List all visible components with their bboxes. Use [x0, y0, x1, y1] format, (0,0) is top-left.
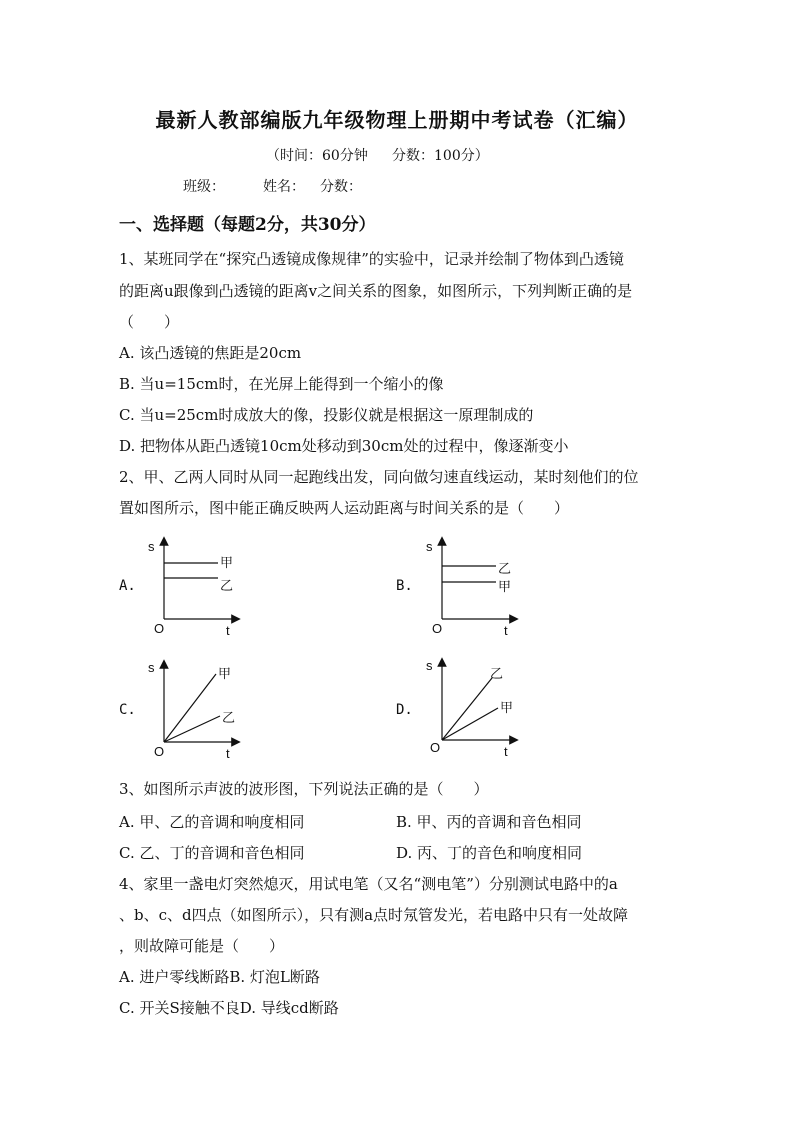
- exam-time: （时间：60分钟: [266, 148, 368, 164]
- t-axis-label: t: [504, 623, 508, 638]
- line-jia: [164, 674, 216, 742]
- s-axis-label: s: [426, 658, 433, 673]
- origin-label: O: [154, 621, 165, 636]
- q2-graph-b: [418, 535, 528, 640]
- origin-label: O: [432, 621, 443, 636]
- q1-stem-line3: （ ）: [119, 313, 180, 331]
- t-axis-label: t: [226, 746, 230, 761]
- line-jia: [442, 708, 498, 740]
- jia-label: 甲: [498, 580, 512, 595]
- q1-option-d: D. 把物体从距凸透镜10cm处移动到30cm处的过程中，像逐渐变小: [119, 437, 569, 455]
- q1-option-b: B. 当u=15cm时，在光屏上能得到一个缩小的像: [119, 375, 444, 393]
- q2-graph-a-label: A.: [119, 578, 136, 594]
- q2-stem-line2: 置如图所示，图中能正确反映两人运动距离与时间关系的是（ ）: [119, 499, 570, 517]
- s-axis-label: s: [148, 660, 155, 675]
- score-label: 分数：: [320, 179, 362, 195]
- yi-label: 乙: [222, 711, 236, 726]
- s-axis-label: s: [426, 539, 433, 554]
- jia-label: 甲: [220, 556, 234, 571]
- q1-stem-line1: 1、某班同学在“探究凸透镜成像规律”的实验中，记录并绘制了物体到凸透镜: [119, 250, 624, 268]
- t-axis-label: t: [226, 623, 230, 638]
- q3-option-b: B. 甲、丙的音调和音色相同: [396, 813, 582, 831]
- page-title: 最新人教部编版九年级物理上册期中考试卷（汇编）: [155, 108, 639, 132]
- q3-stem: 3、如图所示声波的波形图，下列说法正确的是（ ）: [119, 780, 489, 798]
- line-yi: [164, 716, 220, 742]
- t-axis-label: t: [504, 744, 508, 759]
- q4-options-cd: C. 开关S接触不良D. 导线cd断路: [119, 999, 339, 1017]
- q2-graph-c: [140, 656, 250, 761]
- q4-stem-line3: ，则故障可能是（ ）: [119, 937, 285, 955]
- q2-graph-a: [140, 535, 250, 640]
- yi-label: 乙: [498, 562, 512, 577]
- q3-option-a: A. 甲、乙的音调和响度相同: [119, 813, 305, 831]
- name-label: 姓名：: [263, 179, 305, 195]
- q3-option-c: C. 乙、丁的音调和音色相同: [119, 844, 305, 862]
- section-heading: 一、选择题（每题2分，共30分）: [119, 215, 376, 235]
- q4-stem-line1: 4、家里一盏电灯突然熄灭，用试电笔（又名“测电笔”）分别测试电路中的a: [119, 875, 618, 893]
- origin-label: O: [154, 744, 165, 759]
- q3-option-d: D. 丙、丁的音色和响度相同: [396, 844, 583, 862]
- q2-graph-d-label: D.: [396, 702, 413, 718]
- q2-graph-d: [418, 654, 528, 759]
- jia-label: 甲: [218, 667, 232, 682]
- q1-option-c: C. 当u=25cm时成放大的像，投影仪就是根据这一原理制成的: [119, 406, 534, 424]
- class-label: 班级：: [183, 179, 225, 195]
- yi-label: 乙: [490, 667, 504, 682]
- jia-label: 甲: [500, 701, 514, 716]
- s-axis-label: s: [148, 539, 155, 554]
- q1-option-a: A. 该凸透镜的焦距是20cm: [119, 344, 302, 362]
- q1-stem-line2: 的距离u跟像到凸透镜的距离v之间关系的图象，如图所示，下列判断正确的是: [119, 282, 633, 300]
- line-yi: [442, 678, 492, 740]
- q2-graph-b-label: B.: [396, 578, 413, 594]
- q4-options-ab: A. 进户零线断路B. 灯泡L断路: [119, 968, 320, 986]
- origin-label: O: [430, 740, 441, 755]
- yi-label: 乙: [220, 579, 234, 594]
- q2-graph-c-label: C.: [119, 702, 136, 718]
- exam-score: 分数：100分）: [392, 148, 489, 164]
- q2-stem-line1: 2、甲、乙两人同时从同一起跑线出发，同向做匀速直线运动，某时刻他们的位: [119, 468, 639, 486]
- q4-stem-line2: 、b、c、d四点（如图所示），只有测a点时氖管发光，若电路中只有一处故障: [119, 906, 629, 924]
